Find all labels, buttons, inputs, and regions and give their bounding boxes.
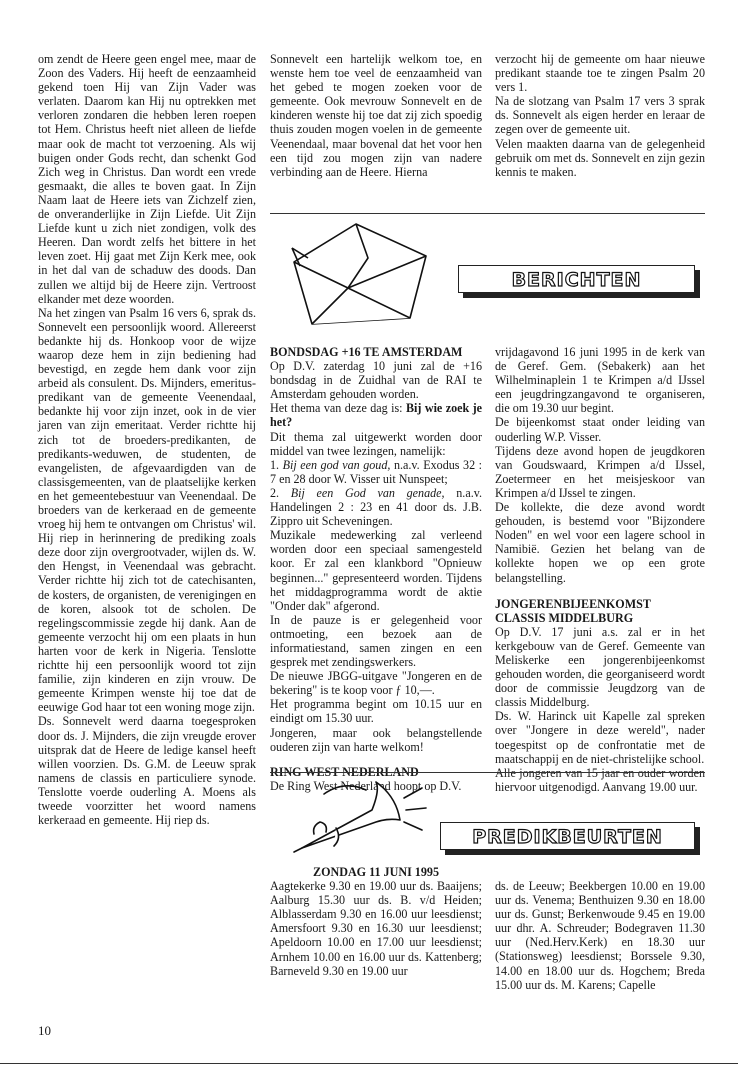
article-paragraph: Jongeren, maar ook belangstellende ouderen zijn van harte welkom!: [270, 725, 482, 754]
trumpet-icon: [284, 776, 434, 856]
classis-middelburg-heading: CLASSIS MIDDELBURG: [495, 610, 634, 625]
article-paragraph: Muzikale medewerking zal verleend worden door een speciaal samengesteld koor. Er zal een klankbord "Opnieuw beginnen..." gepresenteerd worden. Tijdens het middagprogramma wordt de aktie "Onder dak" afgerond.: [270, 528, 482, 613]
article-paragraph: verzocht hij de gemeente om haar nieuwe predikant staande toe te zingen Psalm 20 vers 1.: [495, 52, 705, 95]
article-paragraph: De nieuwe JBGG-uitgave "Jongeren en de bekering" is te koop voor ƒ 10,—.: [270, 669, 482, 698]
section-divider: [270, 772, 705, 773]
lecture-details: n.a.v. Exodus 32 : 7 en 28 door W. Visser uit Nunspeet;: [270, 457, 483, 486]
berichten-column-left: [270, 345, 482, 793]
article-column-3: [495, 52, 705, 179]
predikbeurten-banner: [440, 822, 695, 850]
predikbeurten-column-left: [270, 865, 482, 978]
lecture-2: [270, 486, 482, 528]
theme-paragraph: [270, 401, 482, 429]
article-paragraph: Sonnevelt een hartelijk welkom toe, en wenste hem toe veel de eenzaamheid van het gebed te mogen zoeken voor de gemeente. Ook mevrouw Sonnevelt en de kinderen wenste hij toe dat zij zich spoedig thuis zouden mogen voelen in de gemeente Veenendaal, maar bovenal dat het voor hen een tijd zou mogen zijn van nadere verbinding aan de Heere. Hierna: [270, 52, 482, 179]
article-paragraph: Na het zingen van Psalm 16 vers 6, sprak ds. Sonnevelt een persoonlijk woord. Allereerst bedankte hij ds. Honkoop voor de wijze waarop deze hem in zijn bediening had bevestigd, en zegde hem dank voor zijn arbeid als consulent. Ds. Mijnders, emeritus-predikant van de gemeente Veenendaal, bedankte hij voor zijn inzet, ook in de vier jaren van zijn emeritaat. Verder richtte hij zich tot de broeders-predikanten, de predikants-weduwen, de studenten, de evangelisten, de afgevaardigden van de classisgemeenten, van de plaatselijke kerken en het gemeentebestuur van Veenendaal. De broeders van de kerkeraad en de gemeente vroeg hij hem te ontvangen om Christus' wil. Hij riep in herinnering de prediking zoals deze door zijn overgrootvader, wijlen ds. W. den Hengst, in Veenendaal was gebracht. Verder richtte hij zich tot de catechisanten, de kosters, de organisten, de verenigingen en de koren, alsook tot de scholen. De regelingscommissie zegde hij dank. Aan de gemeente verzocht hij om een plaats in hun harten voor de kerk in Nigeria. Tenslotte richtte hij een persoonlijk woord tot zijn familie, zijn kinderen en zijn vrouw. De gemeente Krimpen wenste hij toe dat de eeuwige God haar tot een woning moge zijn.: [38, 305, 256, 715]
article-paragraph: In de pauze is er gelegenheid voor ontmoeting, een bezoek aan de informatiestand, samen zingen en een gesprek met zendingswerkers.: [270, 612, 482, 670]
predikbeurten-column-right: [495, 879, 705, 992]
service-schedule: Aagtekerke 9.30 en 19.00 uur ds. Baaijens; Aalburg 15.30 uur ds. B. v/d Heiden; Alblasserdam 9.30 en 16.00 uur leesdienst; Amersfoort 9.30 en 16.30 uur leesdienst; Apeldoorn 10.00 en 17.00 uur leesdienst; Arnhem 10.00 en 16.00 uur ds. Kattenberg; Barneveld 9.30 en 19.00 uur: [270, 879, 482, 978]
section-divider: [270, 213, 705, 214]
zondag-heading: ZONDAG 11 JUNI 1995: [313, 865, 439, 879]
article-paragraph: De Ring West Nederland hoopt op D.V.: [270, 778, 462, 793]
berichten-banner: [458, 265, 695, 293]
article-paragraph: Na de slotzang van Psalm 17 vers 3 sprak ds. Sonnevelt als eigen herder en leraar de zegen over de gemeente uit.: [495, 94, 705, 137]
article-paragraph: vrijdagavond 16 juni 1995 in de kerk van de Geref. Gem. (Sebakerk) aan het Wilhelminaplein 1 te Krimpen a/d IJssel een jeugdringzangavond te organiseren, die om 19.30 uur begint.: [495, 345, 705, 416]
page-number: 10: [38, 1023, 51, 1038]
article-paragraph: Dit thema zal uitgewerkt worden door middel van twee lezingen, namelijk:: [270, 429, 482, 458]
lecture-details: n.a.v. Handelingen 2 : 23 en 41 door ds. J.B. Zippro uit Scheveningen.: [270, 485, 482, 529]
article-paragraph: Op D.V. zaterdag 10 juni zal de +16 bondsdag in de Zuidhal van de RAI te Amsterdam gehouden worden.: [270, 359, 482, 402]
article-column-2: [270, 52, 482, 179]
lecture-title: Bij een god van goud,: [282, 457, 391, 472]
theme-title: Bij wie zoek je het?: [270, 401, 483, 430]
lecture-1: [270, 458, 482, 486]
article-paragraph: Ds. W. Harinck uit Kapelle zal spreken over "Jongere in deze wereld", nader toegespitst op de confrontatie met de maatschappij en de niet-christelijke school.: [495, 709, 705, 766]
ring-west-heading: RING WEST NEDERLAND: [270, 764, 419, 779]
article-paragraph: Velen maakten daarna van de gelegenheid gebruik om met ds. Sonnevelt en zijn gezin kennis te maken.: [495, 136, 705, 179]
lecture-number: 2.: [270, 485, 291, 500]
predikbeurten-banner-title: PREDIKBEURTEN: [472, 826, 663, 848]
jongerenbijeenkomst-heading: JONGERENBIJEENKOMST: [495, 596, 651, 611]
envelope-icon: [286, 218, 436, 330]
berichten-column-right: [495, 345, 705, 794]
lecture-title: Bij een God van genade,: [290, 485, 445, 500]
article-column-1: [38, 52, 256, 827]
article-paragraph: Tijdens deze avond hopen de jeugdkoren van Goudswaard, Krimpen a/d IJssel, Zoetermeer en het meisjeskoor van Krimpen a/d IJssel te zingen.: [495, 443, 705, 500]
article-paragraph: Ds. Sonnevelt werd daarna toegesproken door ds. J. Mijnders, die zijn vreugde erover uitsprak dat de Heere de ledige kansel heeft willen voorzien. Ds. G.M. de Leeuw sprak namens de classis en particuliere synode. Tenslotte voerde ouderling A. Moens als tweede voorzitter het woord namens kerkeraad en gemeente. Hij riep ds.: [38, 714, 256, 828]
bondsdag-heading: BONDSDAG +16 TE AMSTERDAM: [270, 345, 463, 359]
berichten-banner-title: BERICHTEN: [511, 269, 642, 291]
article-paragraph: Alle jongeren van 15 jaar en ouder worden hiervoor uitgenodigd. Aanvang 19.00 uur.: [495, 765, 705, 794]
article-paragraph: De kollekte, die deze avond wordt gehouden, is bestemd voor "Bijzondere Noden" en wel voor een lagere school in Namibië. Gezien het belang van de kollekte hopen we op een grote belangstelling.: [495, 500, 705, 585]
lecture-number: 1.: [270, 457, 283, 472]
article-paragraph: De bijeenkomst staat onder leiding van ouderling W.P. Visser.: [495, 415, 705, 444]
article-paragraph: om zendt de Heere geen engel mee, maar de Zoon des Vaders. Hij heeft de eenzaamheid gekend toen Hij van Zijn Vader was verlaten. Daarom kan Hij nu optrekken met verloren zondaren die hebben leren roepen tot Hem. Christus heeft niet alleen de liefde maar ook de macht tot verzoening. Als wij buigen onder Gods recht, dan schenkt God Zich weg in Christus. Dan wordt een vrede gesmaakt, die alles te boven gaat. In Zijn Naam laat de Heere iets van Zichzelf zien, de onveranderlijke in Zijn Liefde. Uit Zijn Liefde kunt u zich niet zondigen, volk des Heeren. Dan wordt zelfs het bittere in het leven zoet. Hij gaat met Zijn Kerk mee, ook in het dal van de schaduw des doods. Dan zullen we altijd bij de Heere zijn. Vertroost elkander met deze woorden.: [38, 52, 256, 306]
article-paragraph: Op D.V. 17 juni a.s. zal er in het kerkgebouw van de Geref. Gemeente van Meliskerke een jongerenbijeenkomst gehouden worden, die georganiseerd wordt door de commissie Jeugdzorg van de classis Middelburg.: [495, 624, 705, 710]
page-bottom-rule: [0, 1063, 738, 1064]
theme-prefix: Het thema van deze dag is:: [270, 401, 406, 416]
service-schedule: ds. de Leeuw; Beekbergen 10.00 en 19.00 uur ds. Venema; Benthuizen 9.30 en 18.00 uur ds. Gunst; Berkenwoude 9.45 en 19.00 uur dhr. A. Schreuder; Bodegraven 11.30 uur (Ned.Herv.Kerk) en 18.30 uur (Stationsweg) leesdienst; Borssele 9.30, 14.00 en 18.00 uur ds. Hogchem; Breda 15.00 uur ds. M. Karens; Capelle: [495, 879, 705, 992]
article-paragraph: Het programma begint om 10.15 uur en eindigt om 15.30 uur.: [270, 697, 482, 726]
